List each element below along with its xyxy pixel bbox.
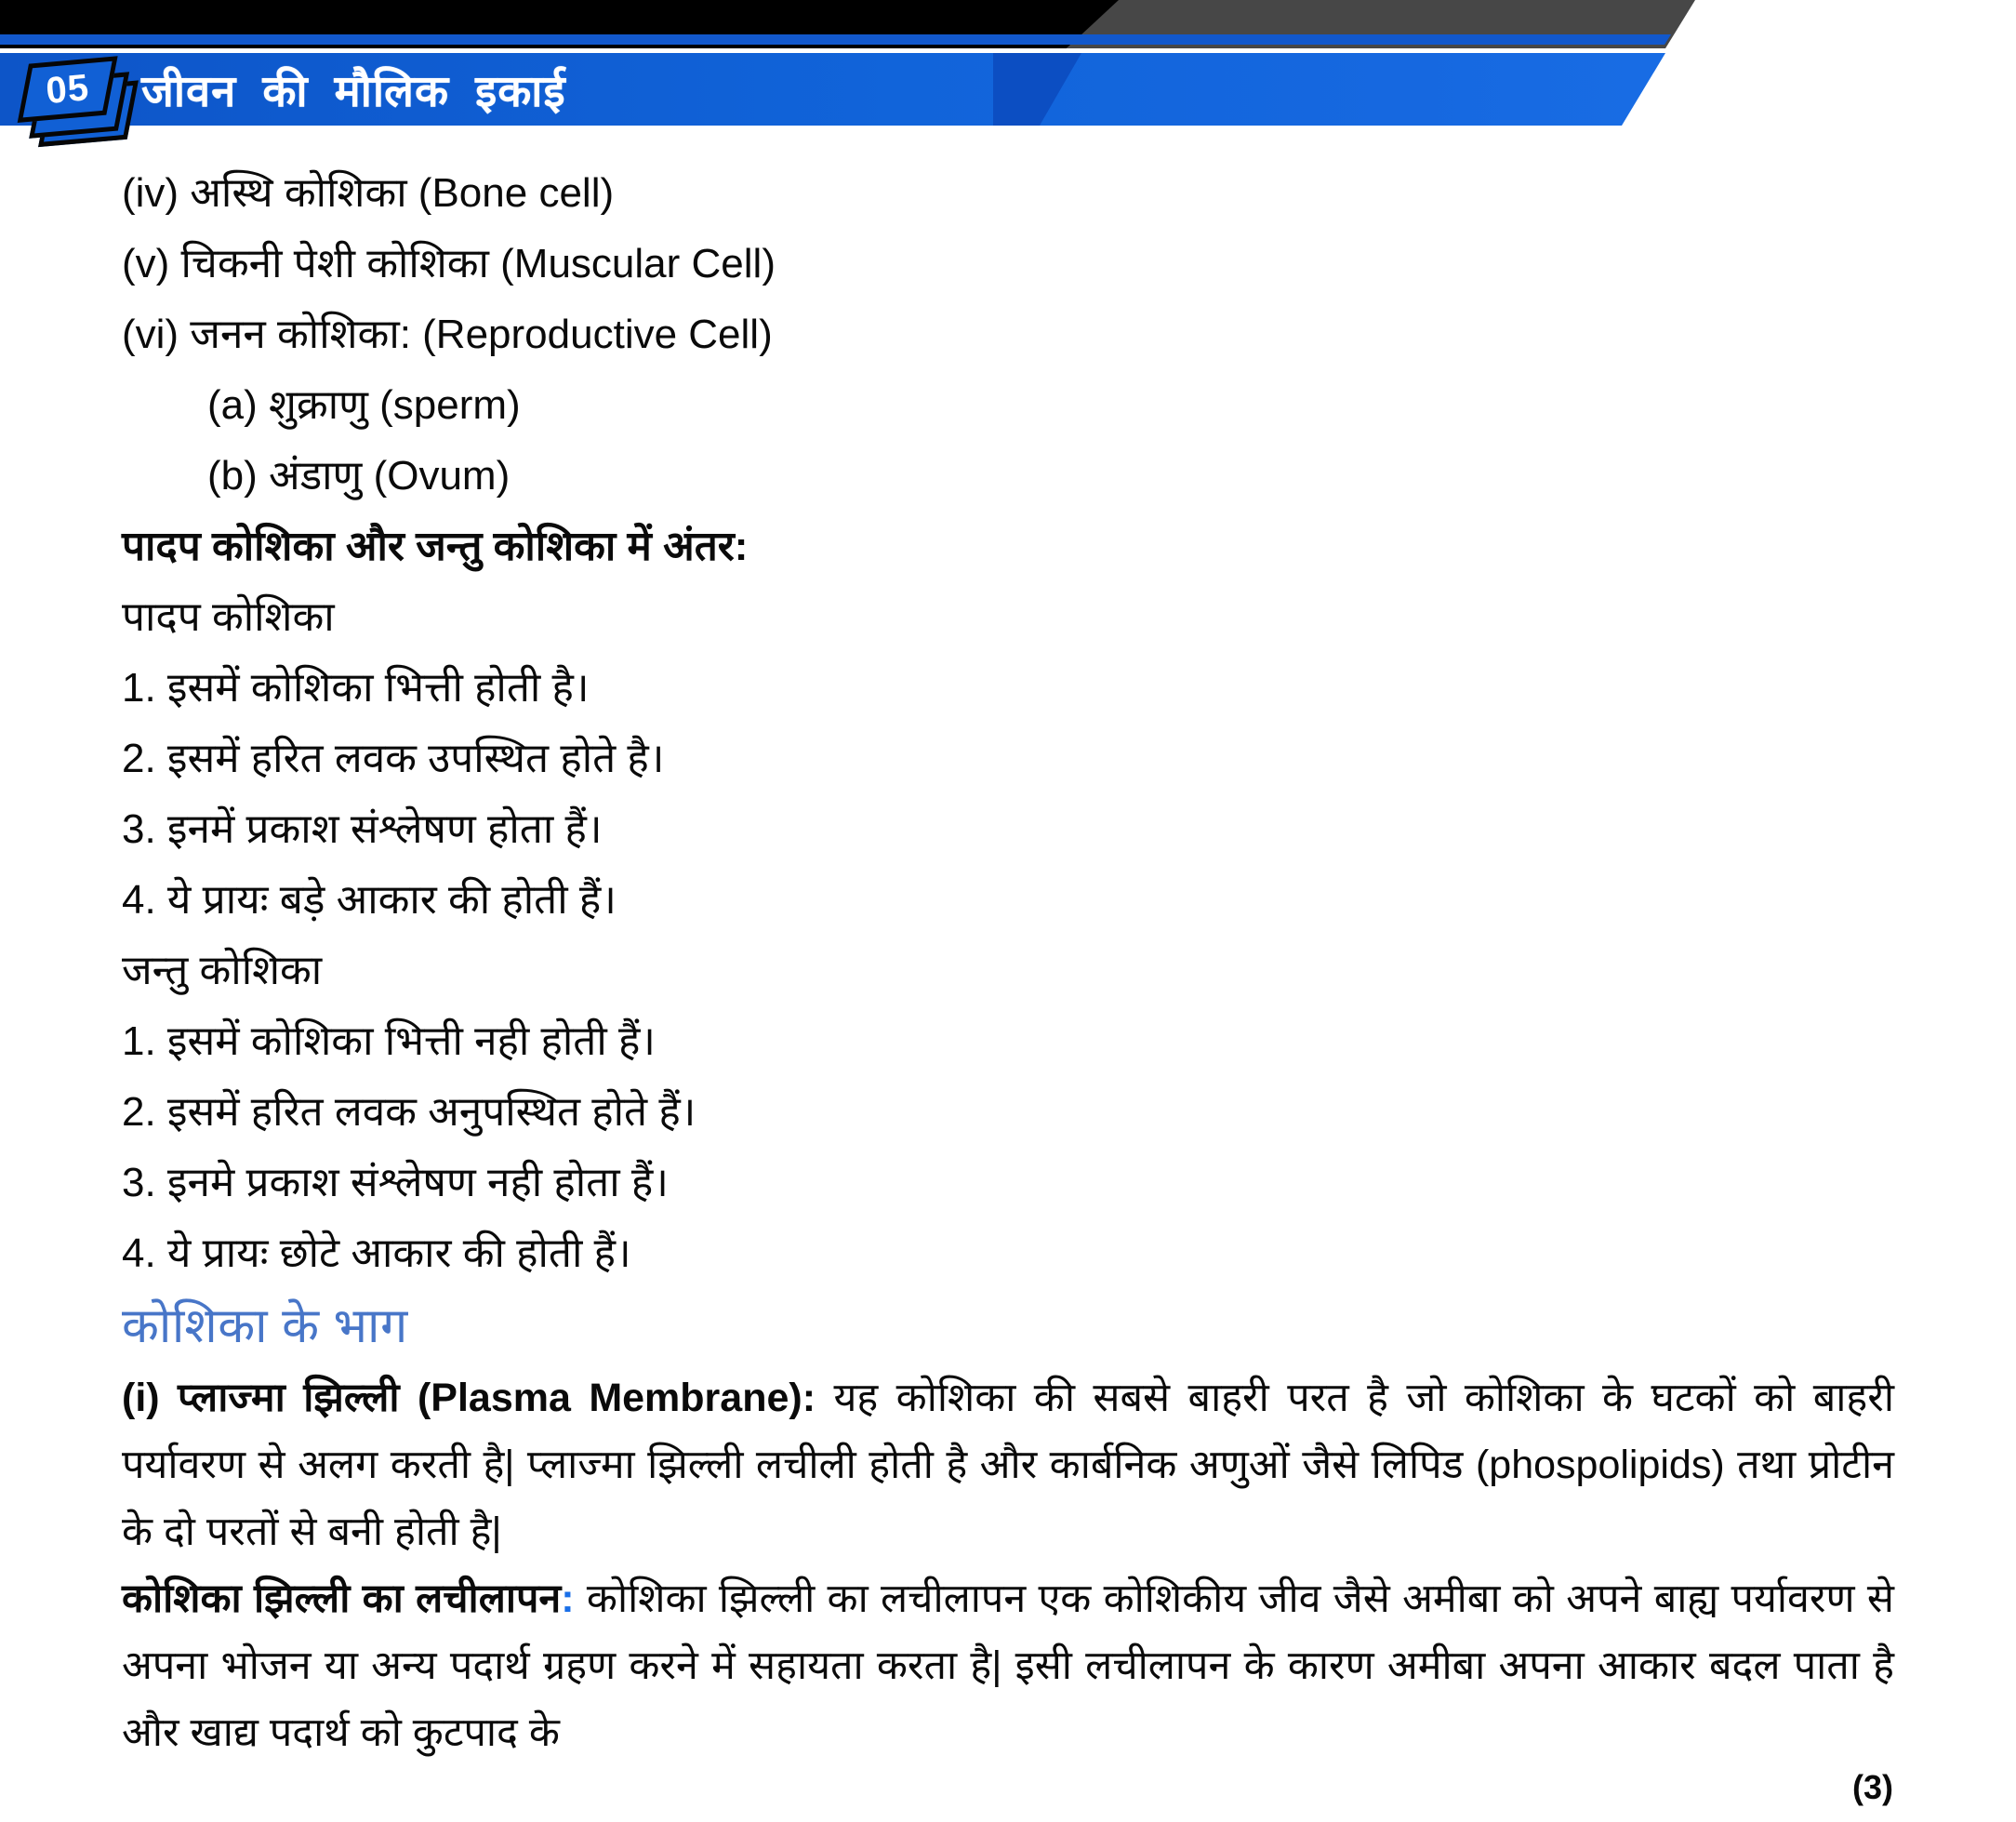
plant-point-3: 3. इनमें प्रकाश संश्लेषण होता हैं। bbox=[122, 806, 603, 852]
animal-cell-heading: जन्तु कोशिका bbox=[122, 948, 323, 993]
membrane-flexibility-paragraph bbox=[122, 1565, 1894, 1766]
membrane-flexibility-lead: कोशिका झिल्ली का लचीलापन bbox=[122, 1576, 562, 1621]
plant-point-2: 2. इसमें हरित लवक उपस्थित होते है। bbox=[122, 736, 665, 781]
list-item-reproductive-cell: (vi) जनन कोशिका: (Reproductive Cell) bbox=[122, 312, 773, 357]
chapter-number: 05 bbox=[44, 66, 91, 112]
sub-item-sperm: (a) शुक्राणु (sperm) bbox=[207, 382, 521, 428]
document-body bbox=[122, 155, 1894, 1766]
plasma-membrane-paragraph bbox=[122, 1364, 1894, 1565]
animal-point-4: 4. ये प्रायः छोटे आकार की होती हैं। bbox=[122, 1230, 631, 1276]
band-blue-stripe bbox=[0, 34, 2016, 45]
cell-parts-heading: कोशिका के भाग bbox=[122, 1298, 408, 1353]
header-top-band bbox=[0, 0, 2016, 48]
animal-point-2: 2. इसमें हरित लवक अनुपस्थित होते हैं। bbox=[122, 1089, 696, 1135]
membrane-flexibility-colon: : bbox=[561, 1576, 575, 1621]
list-item-bone-cell: (iv) अस्थि कोशिका (Bone cell) bbox=[122, 170, 615, 216]
book-page-front bbox=[18, 56, 118, 123]
chapter-banner bbox=[0, 53, 2016, 126]
chapter-title: जीवन की मौलिक इकाई bbox=[141, 66, 566, 115]
plasma-membrane-lead: (i) प्लाज्मा झिल्ली (Plasma Membrane): bbox=[122, 1376, 816, 1420]
membrane-flexibility-text: कोशिका झिल्ली का लचीलापन एक कोशिकीय जीव जैसे अमीबा को अपने बाह्य पर्यावरण से अपना भोजन या अन्य पदार्थ ग्रहण करने में सहायता करता है| इसी लचीलापन के कारण अमीबा अपना आकार बदल पाता है और खाद्य पदार्थ को कुटपाद के bbox=[122, 1576, 1894, 1755]
plant-cell-heading: पादप कोशिका bbox=[122, 594, 335, 640]
plant-point-1: 1. इसमें कोशिका भित्ती होती है। bbox=[122, 665, 590, 711]
animal-point-3: 3. इनमे प्रकाश संश्लेषण नही होता हैं। bbox=[122, 1160, 669, 1205]
chapter-book-icon bbox=[11, 48, 150, 158]
plasma-membrane-text: यह कोशिका की सबसे बाहरी परत है जो कोशिका के घटकों को बाहरी पर्यावरण से अलग करती है| प्लाज्मा झिल्ली लचीली होती है और कार्बनिक अणुओं जैसे लिपिड (phospolipids) तथा प्रोटीन के दो परतों से बनी होती है| bbox=[122, 1376, 1894, 1554]
plant-point-4: 4. ये प्रायः बड़े आकार की होती हैं। bbox=[122, 877, 617, 923]
sub-item-ovum: (b) अंडाणु (Ovum) bbox=[207, 453, 511, 499]
animal-point-1: 1. इसमें कोशिका भित्ती नही होती हैं। bbox=[122, 1018, 656, 1064]
difference-heading: पादप कोशिका और जन्तु कोशिका में अंतर: bbox=[122, 524, 749, 569]
page-number: (3) bbox=[1852, 1768, 1893, 1806]
list-item-muscular-cell: (v) चिकनी पेशी कोशिका (Muscular Cell) bbox=[122, 241, 776, 286]
